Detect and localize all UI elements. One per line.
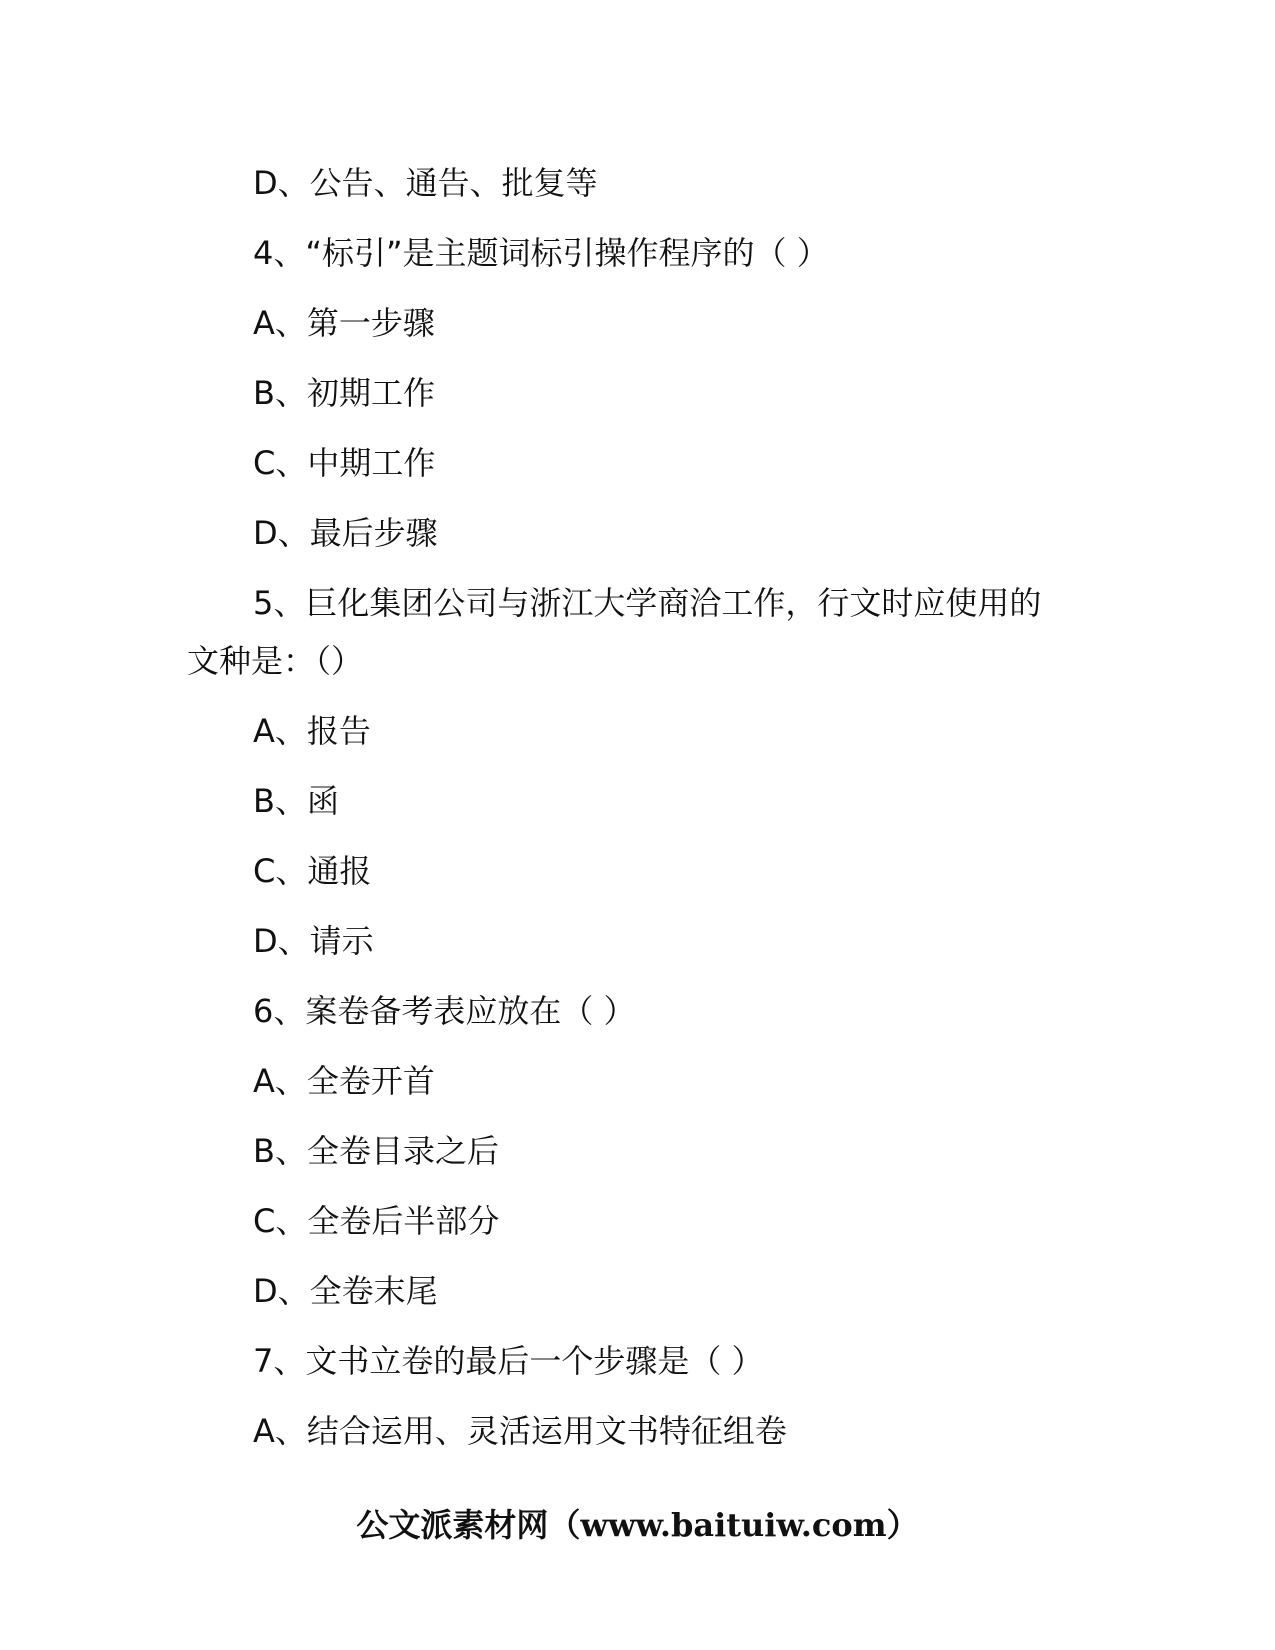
option-d-q5: D、请示: [253, 922, 374, 960]
option-b-q4: B、初期工作: [253, 374, 435, 412]
question-5: 5、巨化集团公司与浙江大学商洽工作，行文时应使用的: [253, 584, 1042, 622]
option-d-q4: D、最后步骤: [253, 514, 438, 552]
option-c-q5: C、通报: [253, 852, 372, 890]
option-d-q3: D、公告、通告、批复等: [253, 164, 598, 202]
page-footer: 公文派素材网（www.baituiw.com）: [356, 1506, 919, 1544]
option-c-q6: C、全卷后半部分: [253, 1202, 500, 1240]
option-a-q5: A、报告: [253, 712, 371, 750]
option-c-q4: C、中期工作: [253, 444, 436, 482]
option-a-q6: A、全卷开首: [253, 1062, 435, 1100]
option-b-q6: B、全卷目录之后: [253, 1132, 499, 1170]
question-7: 7、文书立卷的最后一个步骤是（ ）: [253, 1342, 764, 1380]
question-4: 4、“标引”是主题词标引操作程序的（ ）: [253, 234, 829, 272]
question-5-continued: 文种是：（）: [187, 642, 364, 680]
option-a-q7: A、结合运用、灵活运用文书特征组卷: [253, 1412, 787, 1450]
option-b-q5: B、函: [253, 782, 339, 820]
option-a-q4: A、第一步骤: [253, 304, 435, 342]
option-d-q6: D、全卷末尾: [253, 1272, 438, 1310]
question-6: 6、案卷备考表应放在（ ）: [253, 992, 636, 1030]
